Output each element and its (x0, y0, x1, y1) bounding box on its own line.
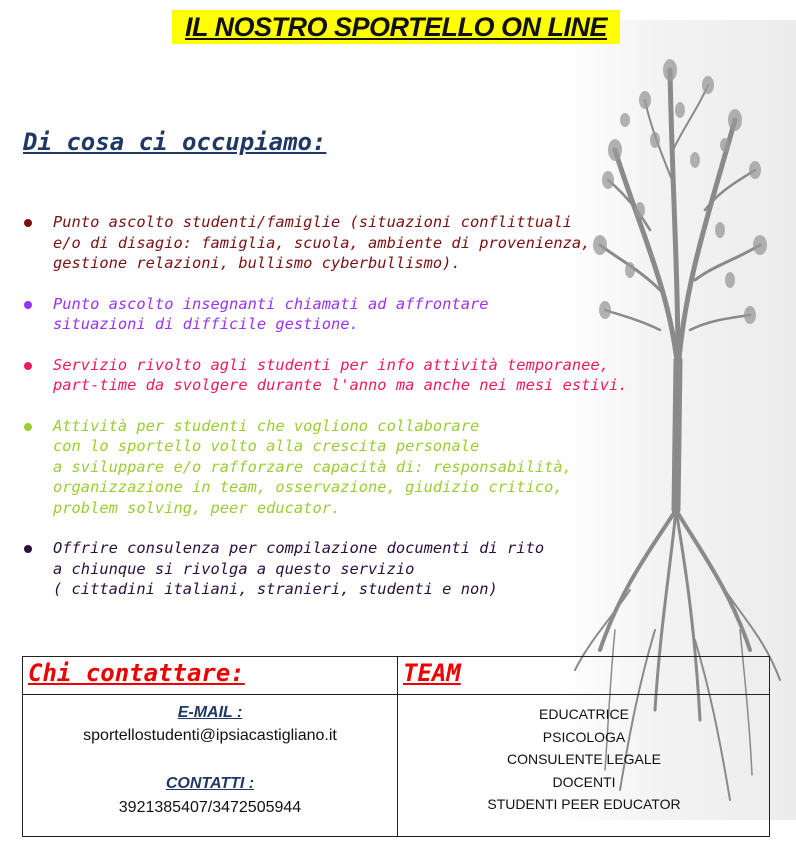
list-item (22, 212, 628, 274)
list-item (22, 355, 628, 396)
email-link[interactable]: sportellostudenti@ipsiacastigliano.it (83, 727, 337, 744)
services-list (22, 212, 628, 620)
team-member: DOCENTI (552, 773, 616, 790)
item-text: Punto ascolto insegnanti chiamati ad affrontare situazioni di difficile gestione. (53, 294, 489, 333)
bullet-icon (24, 362, 32, 370)
list-item (22, 538, 628, 600)
bullet-icon (24, 545, 32, 553)
item-text: Punto ascolto studenti/famiglie (situazioni conflittuali e/o di disagio: famiglia, scuola, ambiente di provenienza, gestione relazioni, bullismo cyberbullismo). (53, 213, 591, 272)
section-subtitle: Di cosa ci occupiamo: (23, 128, 327, 156)
item-text: Servizio rivolto agli studenti per info attività temporanee, part-time da svolgere durante l'anno ma anche nei mesi estivi. (53, 355, 628, 394)
bullet-icon (24, 301, 32, 309)
contact-table (22, 656, 770, 837)
contact-header: Chi contattare: (28, 659, 245, 687)
item-text: Offrire consulenza per compilazione documenti di rito a chiunque si rivolga a questo servizio ( cittadini italiani, stranieri, studenti e non) (53, 539, 545, 598)
row-divider (23, 694, 769, 695)
list-item (22, 416, 628, 519)
team-header: TEAM (403, 659, 461, 687)
team-list (398, 703, 770, 816)
team-member: CONSULENTE LEGALE (506, 751, 662, 768)
page-title: IL NOSTRO SPORTELLO ON LINE (172, 10, 620, 44)
item-text: Attività per studenti che vogliono collaborare con lo sportello volto alla crescita personale a sviluppare e/o rafforzare capacità di: responsabilità, organizzazione in team, osservazione, giudizio critico, problem solving, peer educator. (53, 416, 572, 517)
phone-numbers: 3921385407/3472505944 (118, 799, 302, 816)
bullet-icon (24, 219, 32, 227)
list-item (22, 294, 628, 335)
phone-label: CONTATTI : (165, 775, 255, 792)
bullet-icon (24, 423, 32, 431)
team-member: PSICOLOGA (542, 728, 626, 745)
email-label: E-MAIL : (177, 704, 243, 721)
team-member: EDUCATRICE (539, 706, 629, 722)
team-member: STUDENTI PEER EDUCATOR (487, 796, 681, 813)
